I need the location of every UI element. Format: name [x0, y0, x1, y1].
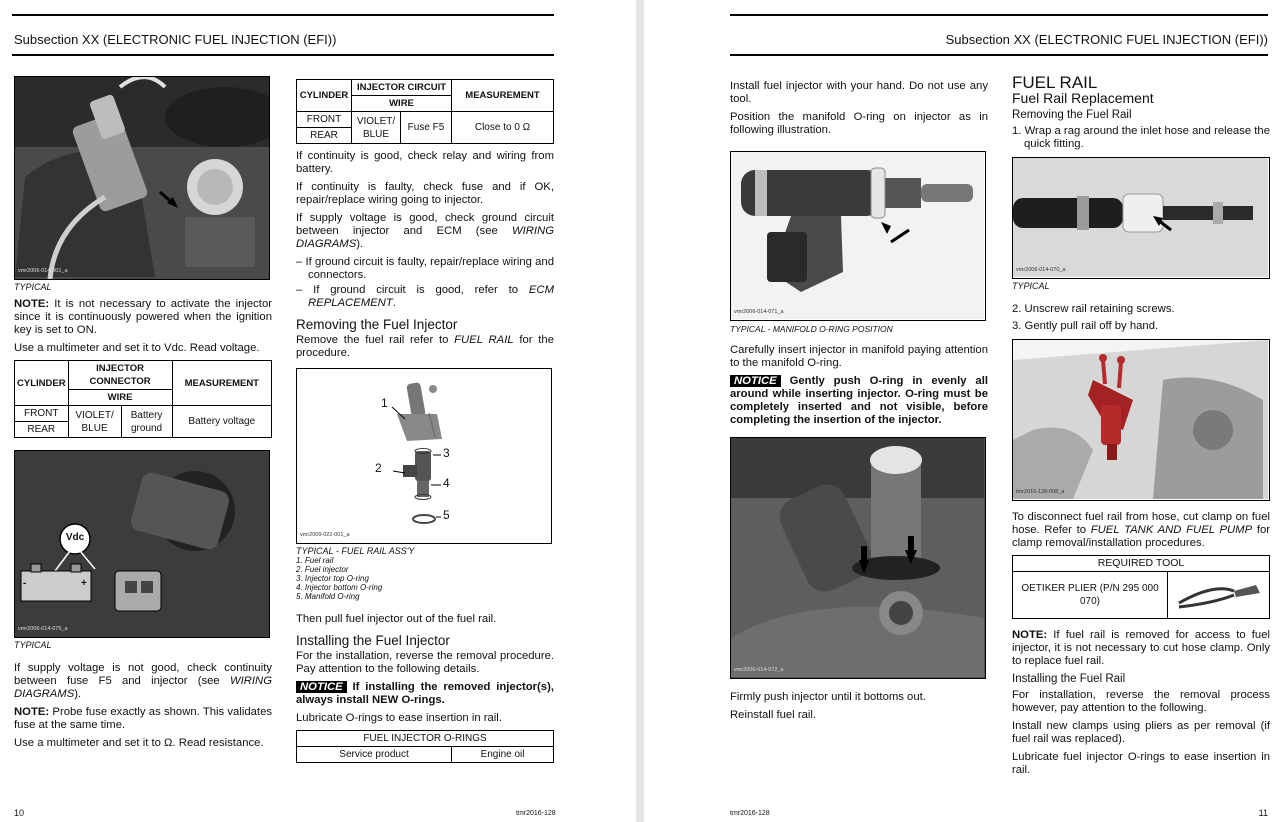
circuit-continuity-table: [296, 79, 554, 144]
figure-code: vmr2006-014-075_a: [18, 626, 68, 632]
text-part: To disconnect fuel rail from hose, cut clamp on fuel hose. Refer to: [1012, 511, 1270, 536]
section-heading-installing-injector: Installing the Fuel Injector: [296, 633, 450, 648]
figure-caption: TYPICAL: [1012, 281, 1050, 291]
connector-voltage-table: [14, 360, 272, 438]
table-cell-front: FRONT: [297, 112, 352, 128]
header-rule-top: [730, 14, 1268, 16]
vdc-label: Vdc: [65, 532, 85, 543]
figure-code: vmr2006-014-070_a: [1016, 267, 1066, 273]
photo-injector-connector: [14, 76, 270, 280]
insert-carefully-text: Carefully insert injector in manifold paying attention to the manifold O-ring.: [730, 344, 988, 369]
figure-code: tmr2016-128-008_a: [1016, 489, 1065, 495]
table-cell-measurement: Battery voltage: [172, 406, 271, 438]
notice-new-orings: [296, 681, 554, 707]
plus-label: +: [81, 578, 87, 589]
position-oring-text: Position the manifold O-ring on injector as in following illustration.: [730, 111, 988, 136]
multimeter-ohm-text: Use a multimeter and set it to Ω. Read resistance.: [14, 737, 264, 749]
section-heading-replacement: Fuel Rail Replacement: [1012, 90, 1154, 106]
lubricate-injector-text: Lubricate fuel injector O-rings to ease insertion in rail.: [1012, 751, 1270, 776]
table-cell-measurement: Close to 0 Ω: [452, 112, 554, 144]
continuity-good-text: If continuity is good, check relay and wiring from battery.: [296, 150, 554, 175]
install-by-hand-text: Install fuel injector with your hand. Do not use any tool.: [730, 80, 988, 105]
table-header-wire: WIRE: [352, 96, 452, 112]
callout-2: 2: [375, 461, 382, 475]
note-label: NOTE:: [1012, 629, 1048, 641]
required-tool-table: [1012, 555, 1270, 619]
pull-injector-text: Then pull fuel injector out of the fuel rail.: [296, 613, 497, 625]
text-part: – If ground circuit is good, refer to: [296, 284, 529, 296]
note-label: NOTE:: [14, 298, 50, 310]
table-cell-front: FRONT: [15, 406, 69, 422]
figure-code: vmr2006-014-072_a: [734, 667, 784, 673]
legend-item: 2. Fuel injector: [296, 565, 349, 574]
legend-item: 3. Injector top O-ring: [296, 574, 369, 583]
step-1: 1. Wrap a rag around the inlet hose and release the quick fitting.: [1012, 125, 1270, 150]
text-part: If supply voltage is not good, check continuity between fuse F5 and injector (see: [14, 662, 272, 687]
table-cell-ground: Battery ground: [121, 406, 172, 438]
quick-fitting-illustration: [1013, 158, 1268, 277]
figure-caption: TYPICAL: [14, 640, 52, 650]
text-part: If supply voltage is good, check ground circuit between injector and ECM (see: [296, 212, 554, 237]
header-rule-bottom: [730, 54, 1268, 56]
injector-connector-illustration: [15, 77, 269, 279]
note-no-cut-clamp: [1012, 629, 1270, 668]
notice-label: NOTICE: [296, 681, 347, 693]
table-header-injector-connector: INJECTOR CONNECTOR: [68, 361, 172, 390]
subheading-installing-rail: Installing the Fuel Rail: [1012, 673, 1126, 685]
page-number-left: 10: [14, 808, 25, 818]
parts-legend: [296, 556, 554, 601]
text-part: for the procedure.: [296, 334, 554, 359]
fuel-tank-pump-ref: FUEL TANK AND FUEL PUMP: [1090, 524, 1253, 536]
note-probe-fuse: [14, 706, 272, 732]
text-part: Remove the fuel rail refer to: [296, 334, 455, 346]
ground-good-item: [296, 284, 554, 310]
tool-image-cell: [1168, 572, 1270, 619]
supply-good-text: [296, 212, 554, 251]
notice-text: Gently push O-ring in evenly all around while inserting injector. O-ring must be completely inserted and not visible, before completing the insertion of the injector.: [730, 375, 988, 426]
orings-table: [296, 730, 554, 763]
install-reverse-text: For installation, reverse the removal process however, pay attention to the following.: [1012, 689, 1270, 714]
note-continuously-powered: [14, 298, 272, 337]
drawing-rail-screws: [1012, 339, 1270, 501]
legend-item: 5. Manifold O-ring: [296, 592, 360, 601]
figure-caption: TYPICAL - MANIFOLD O-RING POSITION: [730, 324, 893, 334]
table-header-measurement: MEASUREMENT: [172, 361, 271, 406]
table-cell-wire: VIOLET/ BLUE: [68, 406, 121, 438]
page-gutter: [636, 0, 644, 822]
install-reverse-text: For the installation, reverse the removal procedure. Pay attention to the following details.: [296, 650, 554, 675]
table-cell-rear: REAR: [297, 128, 352, 144]
p11-column-2: [1012, 73, 1270, 782]
figure-caption: TYPICAL - FUEL RAIL ASS'Y: [296, 546, 415, 556]
callout-5: 5: [443, 508, 450, 522]
continuity-faulty-text: If continuity is faulty, check fuse and if OK, repair/replace wiring going to injector.: [296, 181, 554, 206]
minus-label: -: [23, 578, 27, 589]
table-header-cylinder: CYLINDER: [297, 80, 352, 112]
table-header-measurement: MEASUREMENT: [452, 80, 554, 112]
notice-push-oring: [730, 375, 988, 427]
figure-code: vmr2006-014-071_a: [734, 309, 784, 315]
header-title-left: Subsection XX (ELECTRONIC FUEL INJECTION (EFI)): [14, 32, 337, 47]
text-part: for clamp removal/installation procedures.: [1012, 524, 1270, 549]
header-rule-top: [12, 14, 554, 16]
notice-text: If installing the removed injector(s), always install NEW O-rings.: [296, 681, 554, 706]
page-11: [644, 0, 1280, 822]
chapter-title-fuel-rail: FUEL RAIL: [1012, 73, 1098, 92]
p10-column-2: [296, 79, 554, 763]
figure-code: vmr2006-014-001_a: [18, 268, 68, 274]
tool-name-cell: OETIKER PLIER (P/N 295 000 070): [1013, 572, 1168, 619]
note-text: Probe fuse exactly as shown. This validates fuse at the same time.: [14, 706, 272, 731]
p11-column-1: [730, 80, 988, 727]
photo-manifold-oring: [730, 151, 986, 321]
header-title-right: Subsection XX (ELECTRONIC FUEL INJECTION (EFI)): [945, 32, 1268, 47]
section-heading-removing-injector: Removing the Fuel Injector: [296, 317, 458, 332]
step-3: 3. Gently pull rail off by hand.: [1012, 320, 1159, 332]
table-header-wire: WIRE: [68, 390, 172, 406]
callout-4: 4: [443, 476, 450, 490]
multimeter-vdc-illustration: [15, 451, 269, 637]
ground-faulty-item: – If ground circuit is faulty, repair/replace wiring and connectors.: [296, 256, 554, 281]
photo-multimeter-vdc: [14, 450, 270, 638]
wiring-diagrams-ref: WIRING DIAGRAMS: [296, 225, 554, 250]
disconnect-hose-text: [1012, 511, 1270, 550]
table-header-cylinder: CYLINDER: [15, 361, 69, 406]
remove-fuel-rail-text: [296, 334, 554, 360]
text-part: .: [392, 297, 396, 309]
reinstall-rail-text: Reinstall fuel rail.: [730, 709, 817, 721]
fuel-rail-assembly-drawing: [296, 368, 552, 544]
oetiker-plier-icon: [1174, 573, 1264, 613]
ecm-replacement-ref: ECM REPLACEMENT: [308, 284, 554, 309]
injector-oring-illustration: [731, 152, 984, 319]
fuel-rail-ref: FUEL RAIL: [454, 334, 514, 346]
table-cell-wire: VIOLET/ BLUE: [352, 112, 401, 144]
note-text: If fuel rail is removed for access to fuel injector, it is not necessary to cut hose clamp. Only to replace fuel rail.: [1012, 629, 1270, 667]
text-part: ).: [356, 238, 364, 250]
photo-insert-injector: [730, 437, 986, 679]
multimeter-vdc-text: Use a multimeter and set it to Vdc. Read voltage.: [14, 342, 260, 354]
orings-cell-service-product: Service product: [297, 747, 452, 763]
orings-cell-engine-oil: Engine oil: [452, 747, 554, 763]
required-tool-title: REQUIRED TOOL: [1013, 556, 1270, 572]
text-part: ).: [74, 688, 82, 700]
lubricate-text: Lubricate O-rings to ease insertion in rail.: [296, 712, 502, 724]
doc-code-right: tmr2016-128: [730, 810, 770, 817]
photo-quick-fitting: [1012, 157, 1270, 279]
figure-caption: TYPICAL: [14, 282, 52, 292]
callout-1: 1: [381, 396, 388, 410]
note-label: NOTE:: [14, 706, 50, 718]
fuel-rail-exploded-view: [297, 369, 551, 543]
legend-item: 1. Fuel rail: [296, 556, 334, 565]
callout-3: 3: [443, 446, 450, 460]
note-text: It is not necessary to activate the injector since it is continuously powered when the ignition key is set to ON.: [14, 298, 272, 336]
header-rule-bottom: [12, 54, 554, 56]
figure-code: vmr2009-022-001_a: [300, 532, 350, 538]
p10-column-1: [14, 76, 272, 755]
legend-item: 4. Injector bottom O-ring: [296, 583, 383, 592]
wiring-diagrams-ref: WIRING DIAGRAMS: [14, 675, 272, 700]
subheading-removing-rail: Removing the Fuel Rail: [1012, 109, 1132, 121]
step-2: 2. Unscrew rail retaining screws.: [1012, 303, 1175, 315]
table-header-injector-circuit: INJECTOR CIRCUIT: [352, 80, 452, 96]
orings-table-title: FUEL INJECTOR O-RINGS: [297, 731, 554, 747]
table-cell-rear: REAR: [15, 422, 69, 438]
supply-not-good-text: [14, 662, 272, 701]
table-cell-fuse: Fuse F5: [401, 112, 452, 144]
page-10: [0, 0, 636, 822]
new-clamps-text: Install new clamps using pliers as per removal (if fuel rail was replaced).: [1012, 720, 1270, 745]
injector-insert-illustration: [731, 438, 984, 677]
rail-screws-illustration: [1013, 340, 1268, 499]
notice-label: NOTICE: [730, 375, 781, 387]
page-number-right: 11: [1258, 808, 1268, 818]
doc-code-left: tmr2016-128: [516, 810, 556, 817]
push-bottoms-text: Firmly push injector until it bottoms out.: [730, 691, 926, 703]
